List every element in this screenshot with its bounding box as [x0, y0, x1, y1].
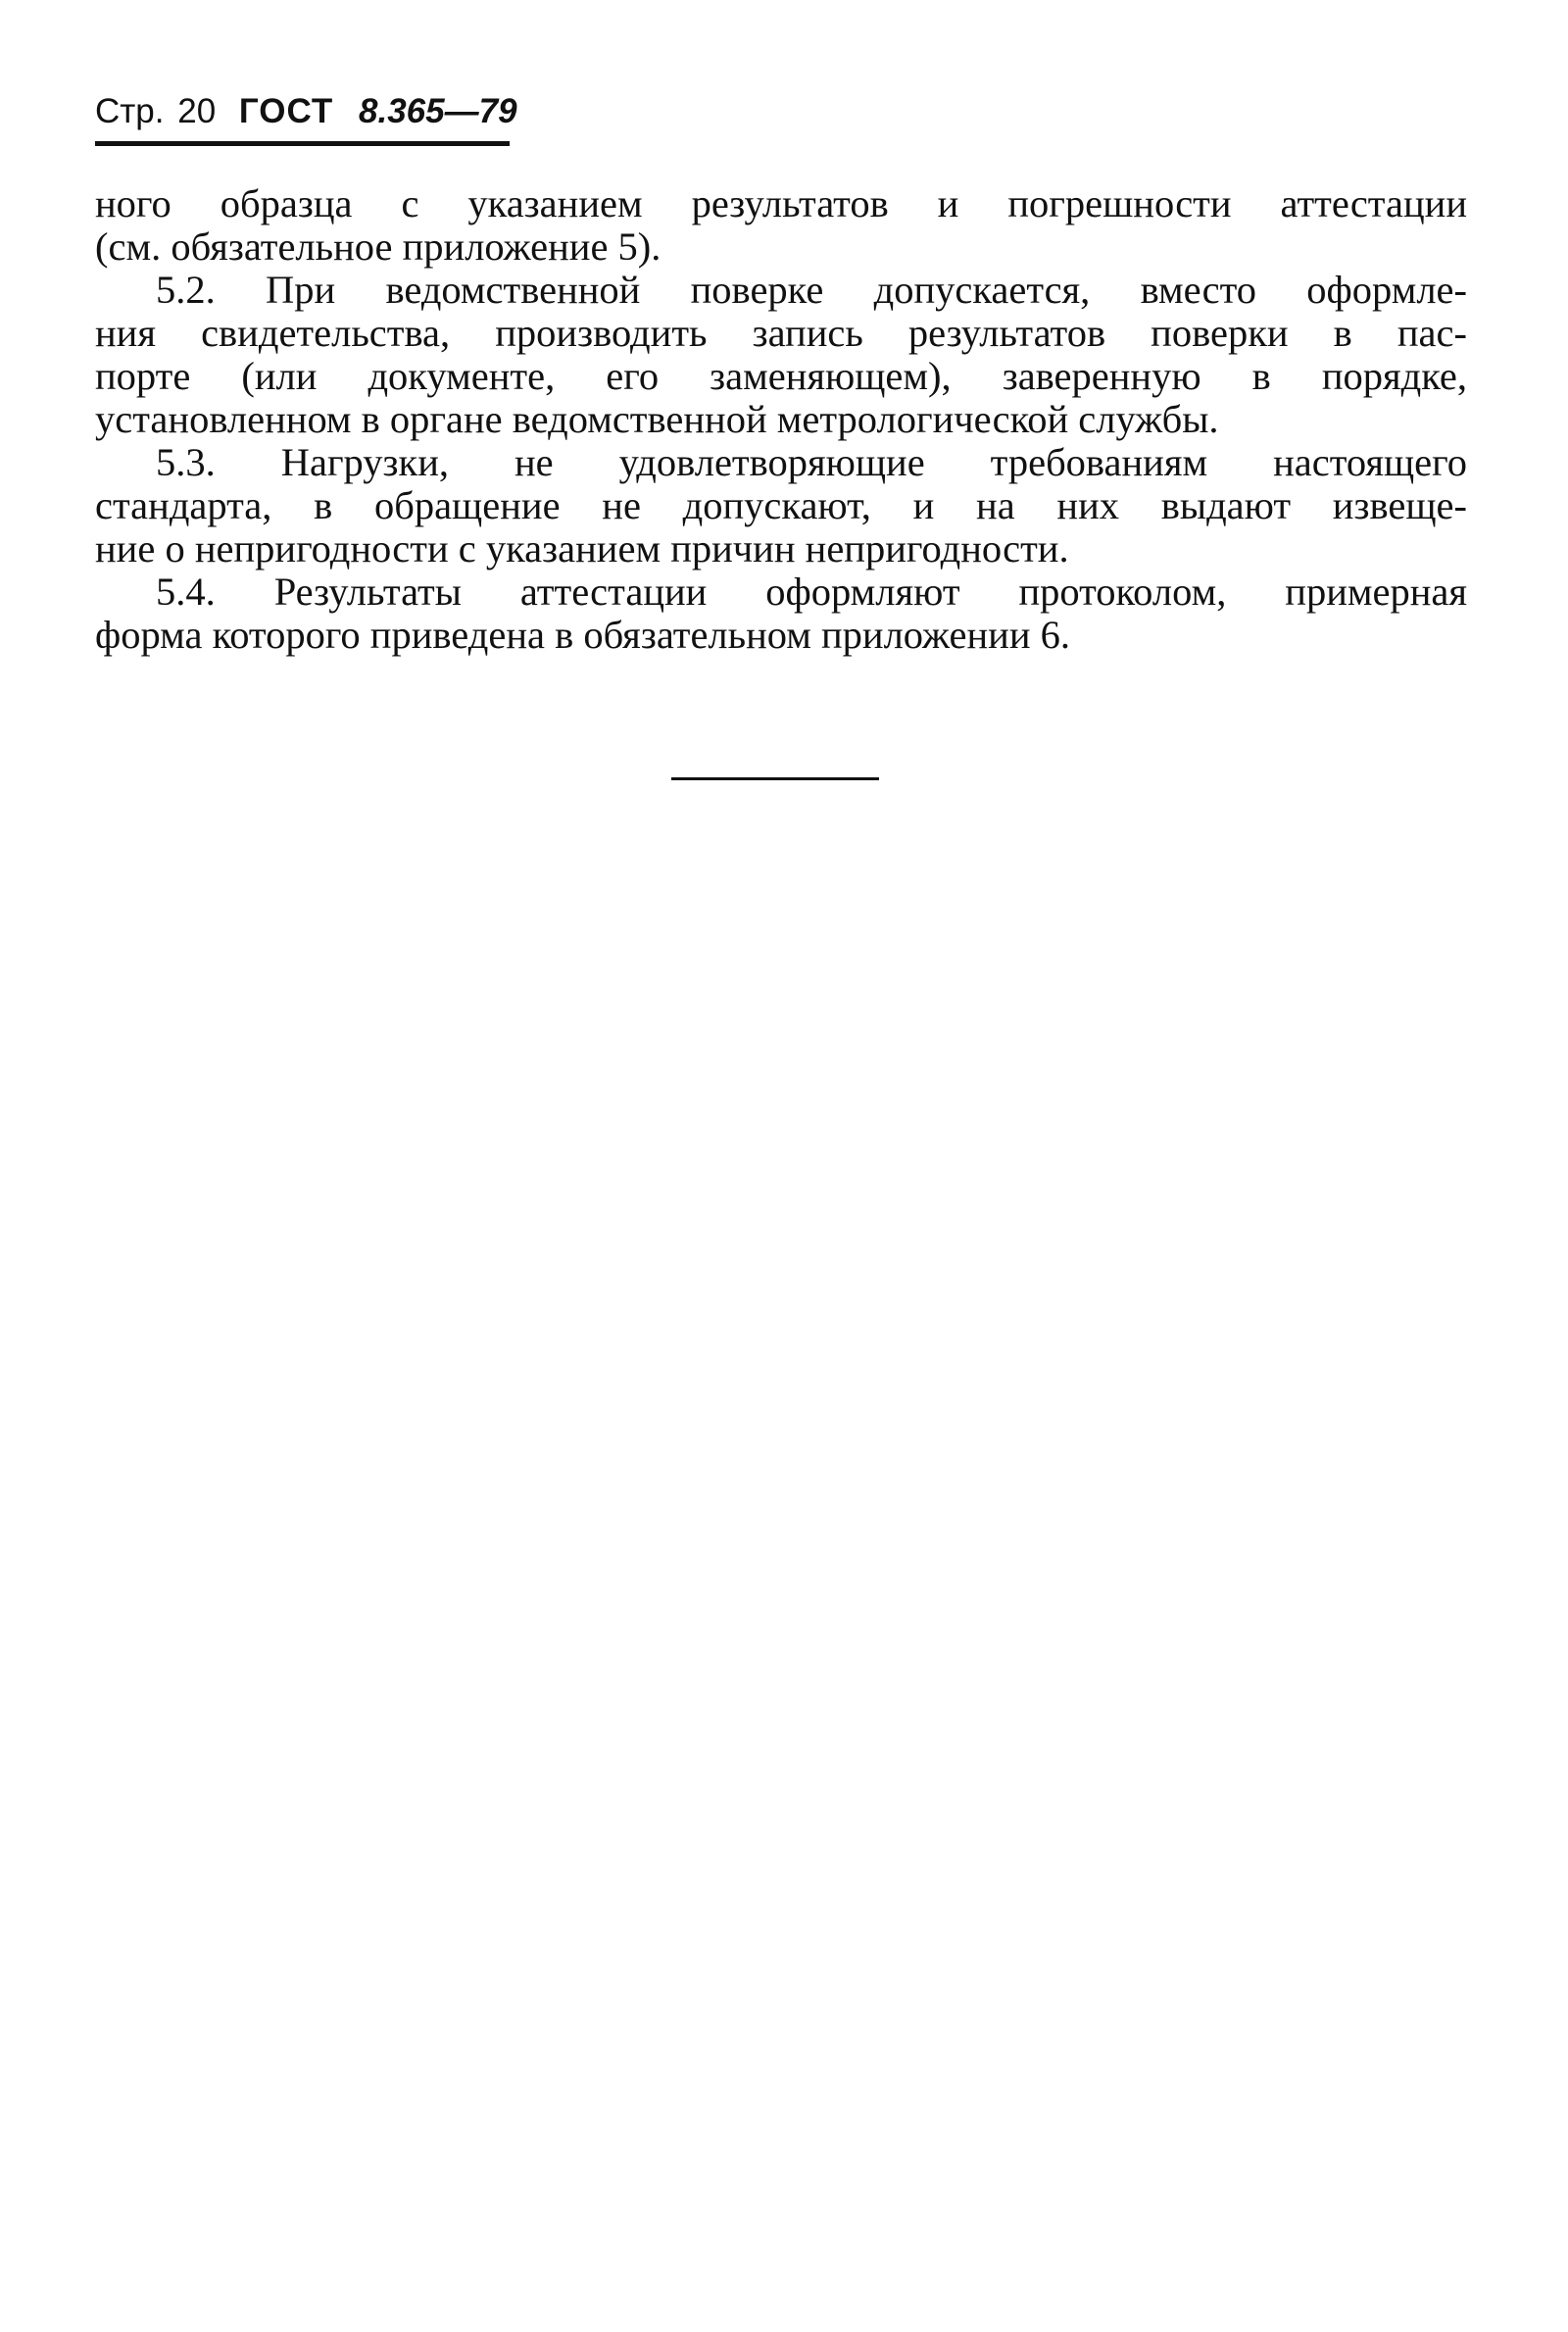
text-line: установленном в органе ведомственной метрологической службы.	[95, 397, 1219, 441]
text-line: порте (или документе, его заменяющем), заверенную в порядке,	[95, 354, 1467, 398]
standard-label: ГОСТ	[238, 92, 334, 130]
text-line: стандарта, в обращение не допускают, и на них выдают извеще-	[95, 483, 1467, 527]
text-line: форма которого приведена в обязательном приложении 6.	[95, 613, 1070, 657]
page-prefix: Стр.	[95, 92, 165, 130]
text-line: ние о непригодности с указанием причин непригодности.	[95, 526, 1069, 571]
text-line: (см. обязательное приложение 5).	[95, 224, 662, 269]
paragraph-5-3-start: 5.3. Нагрузки, не удовлетворяющие требованиям настоящего	[156, 440, 1467, 484]
page-number: 20	[177, 92, 217, 130]
standard-number: 8.365—79	[359, 92, 517, 130]
text-line: ного образца с указанием результатов и погрешности аттестации	[95, 181, 1467, 225]
text-line: ния свидетельства, производить запись результатов поверки в пас-	[95, 311, 1467, 355]
paragraph-5-2-start: 5.2. При ведомственной поверке допускается, вместо оформле-	[156, 268, 1467, 312]
header-rule	[95, 141, 510, 146]
end-of-section-rule	[671, 777, 879, 780]
document-body	[95, 182, 1467, 657]
paragraph-5-4-start: 5.4. Результаты аттестации оформляют протоколом, примерная	[156, 570, 1467, 614]
